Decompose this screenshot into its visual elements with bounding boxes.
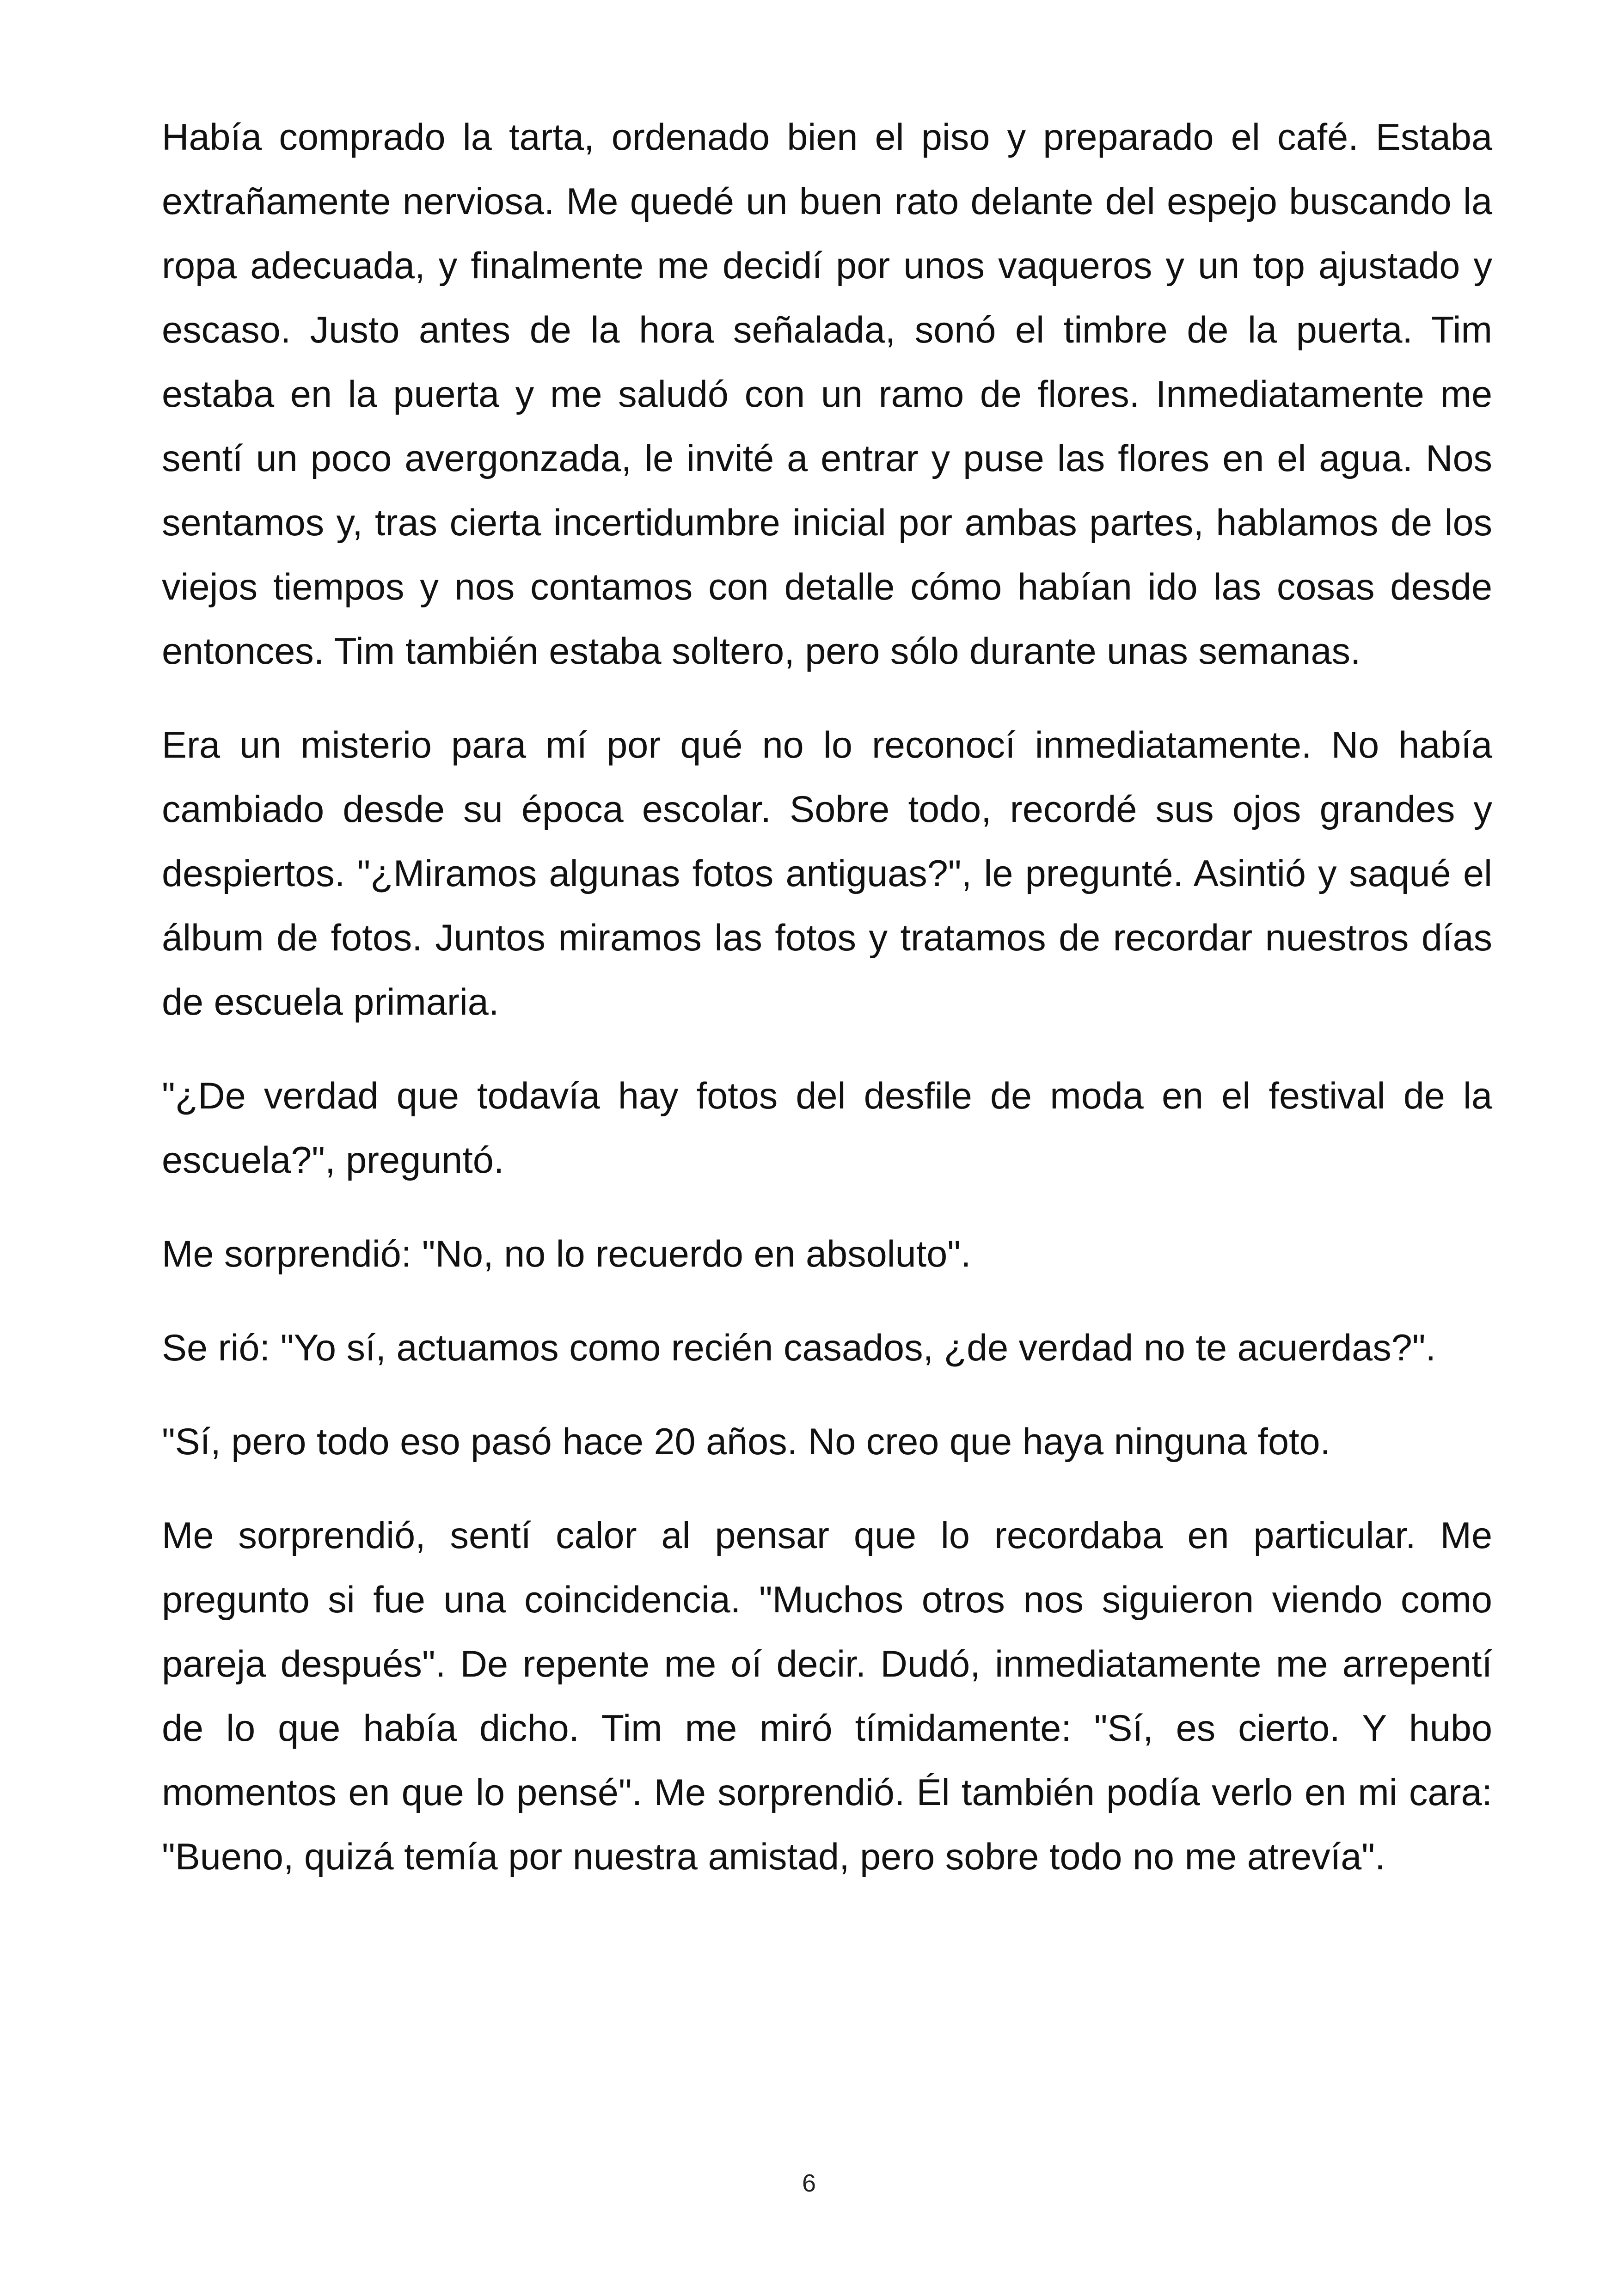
paragraph-4: Me sorprendió: "No, no lo recuerdo en absoluto". <box>162 1233 971 1275</box>
paragraph-6: "Sí, pero todo eso pasó hace 20 años. No creo que haya ninguna foto. <box>162 1421 1331 1463</box>
document-page <box>162 105 1492 2232</box>
paragraph-3: "¿De verdad que todavía hay fotos del desfile de moda en el festival de la escuela?", preguntó. <box>162 1075 1492 1181</box>
paragraph-2: Era un misterio para mí por qué no lo reconocí inmediatamente. No había cambiado desde su época escolar. Sobre todo, recordé sus ojos grandes y despiertos. "¿Miramos algunas fotos antiguas?", le pregunté. Asintió y saqué el álbum de fotos. Juntos miramos las fotos y tratamos de recordar nuestros días de escuela primaria. <box>162 724 1492 1023</box>
paragraph-5: Se rió: "Yo sí, actuamos como recién casados, ¿de verdad no te acuerdas?". <box>162 1327 1436 1369</box>
page-number: 6 <box>802 2169 816 2197</box>
paragraph-7: Me sorprendió, sentí calor al pensar que lo recordaba en particular. Me pregunto si fue una coincidencia. "Muchos otros nos siguieron viendo como pareja después". De repente me oí decir. Dudó, inmediatamente me arrepentí de lo que había dicho. Tim me miró tímidamente: "Sí, es cierto. Y hubo momentos en que lo pensé". Me sorprendió. Él también podía verlo en mi cara: "Bueno, quizá temía por nuestra amistad, pero sobre todo no me atrevía". <box>162 1515 1492 1878</box>
paragraph-1: Había comprado la tarta, ordenado bien el piso y preparado el café. Estaba extrañamente nerviosa. Me quedé un buen rato delante del espejo buscando la ropa adecuada, y finalmente me decidí por unos vaqueros y un top ajustado y escaso. Justo antes de la hora señalada, sonó el timbre de la puerta. Tim estaba en la puerta y me saludó con un ramo de flores. Inmediatamente me sentí un poco avergonzada, le invité a entrar y puse las flores en el agua. Nos sentamos y, tras cierta incertidumbre inicial por ambas partes, hablamos de los viejos tiempos y nos contamos con detalle cómo habían ido las cosas desde entonces. Tim también estaba soltero, pero sólo durante unas semanas. <box>162 116 1492 672</box>
